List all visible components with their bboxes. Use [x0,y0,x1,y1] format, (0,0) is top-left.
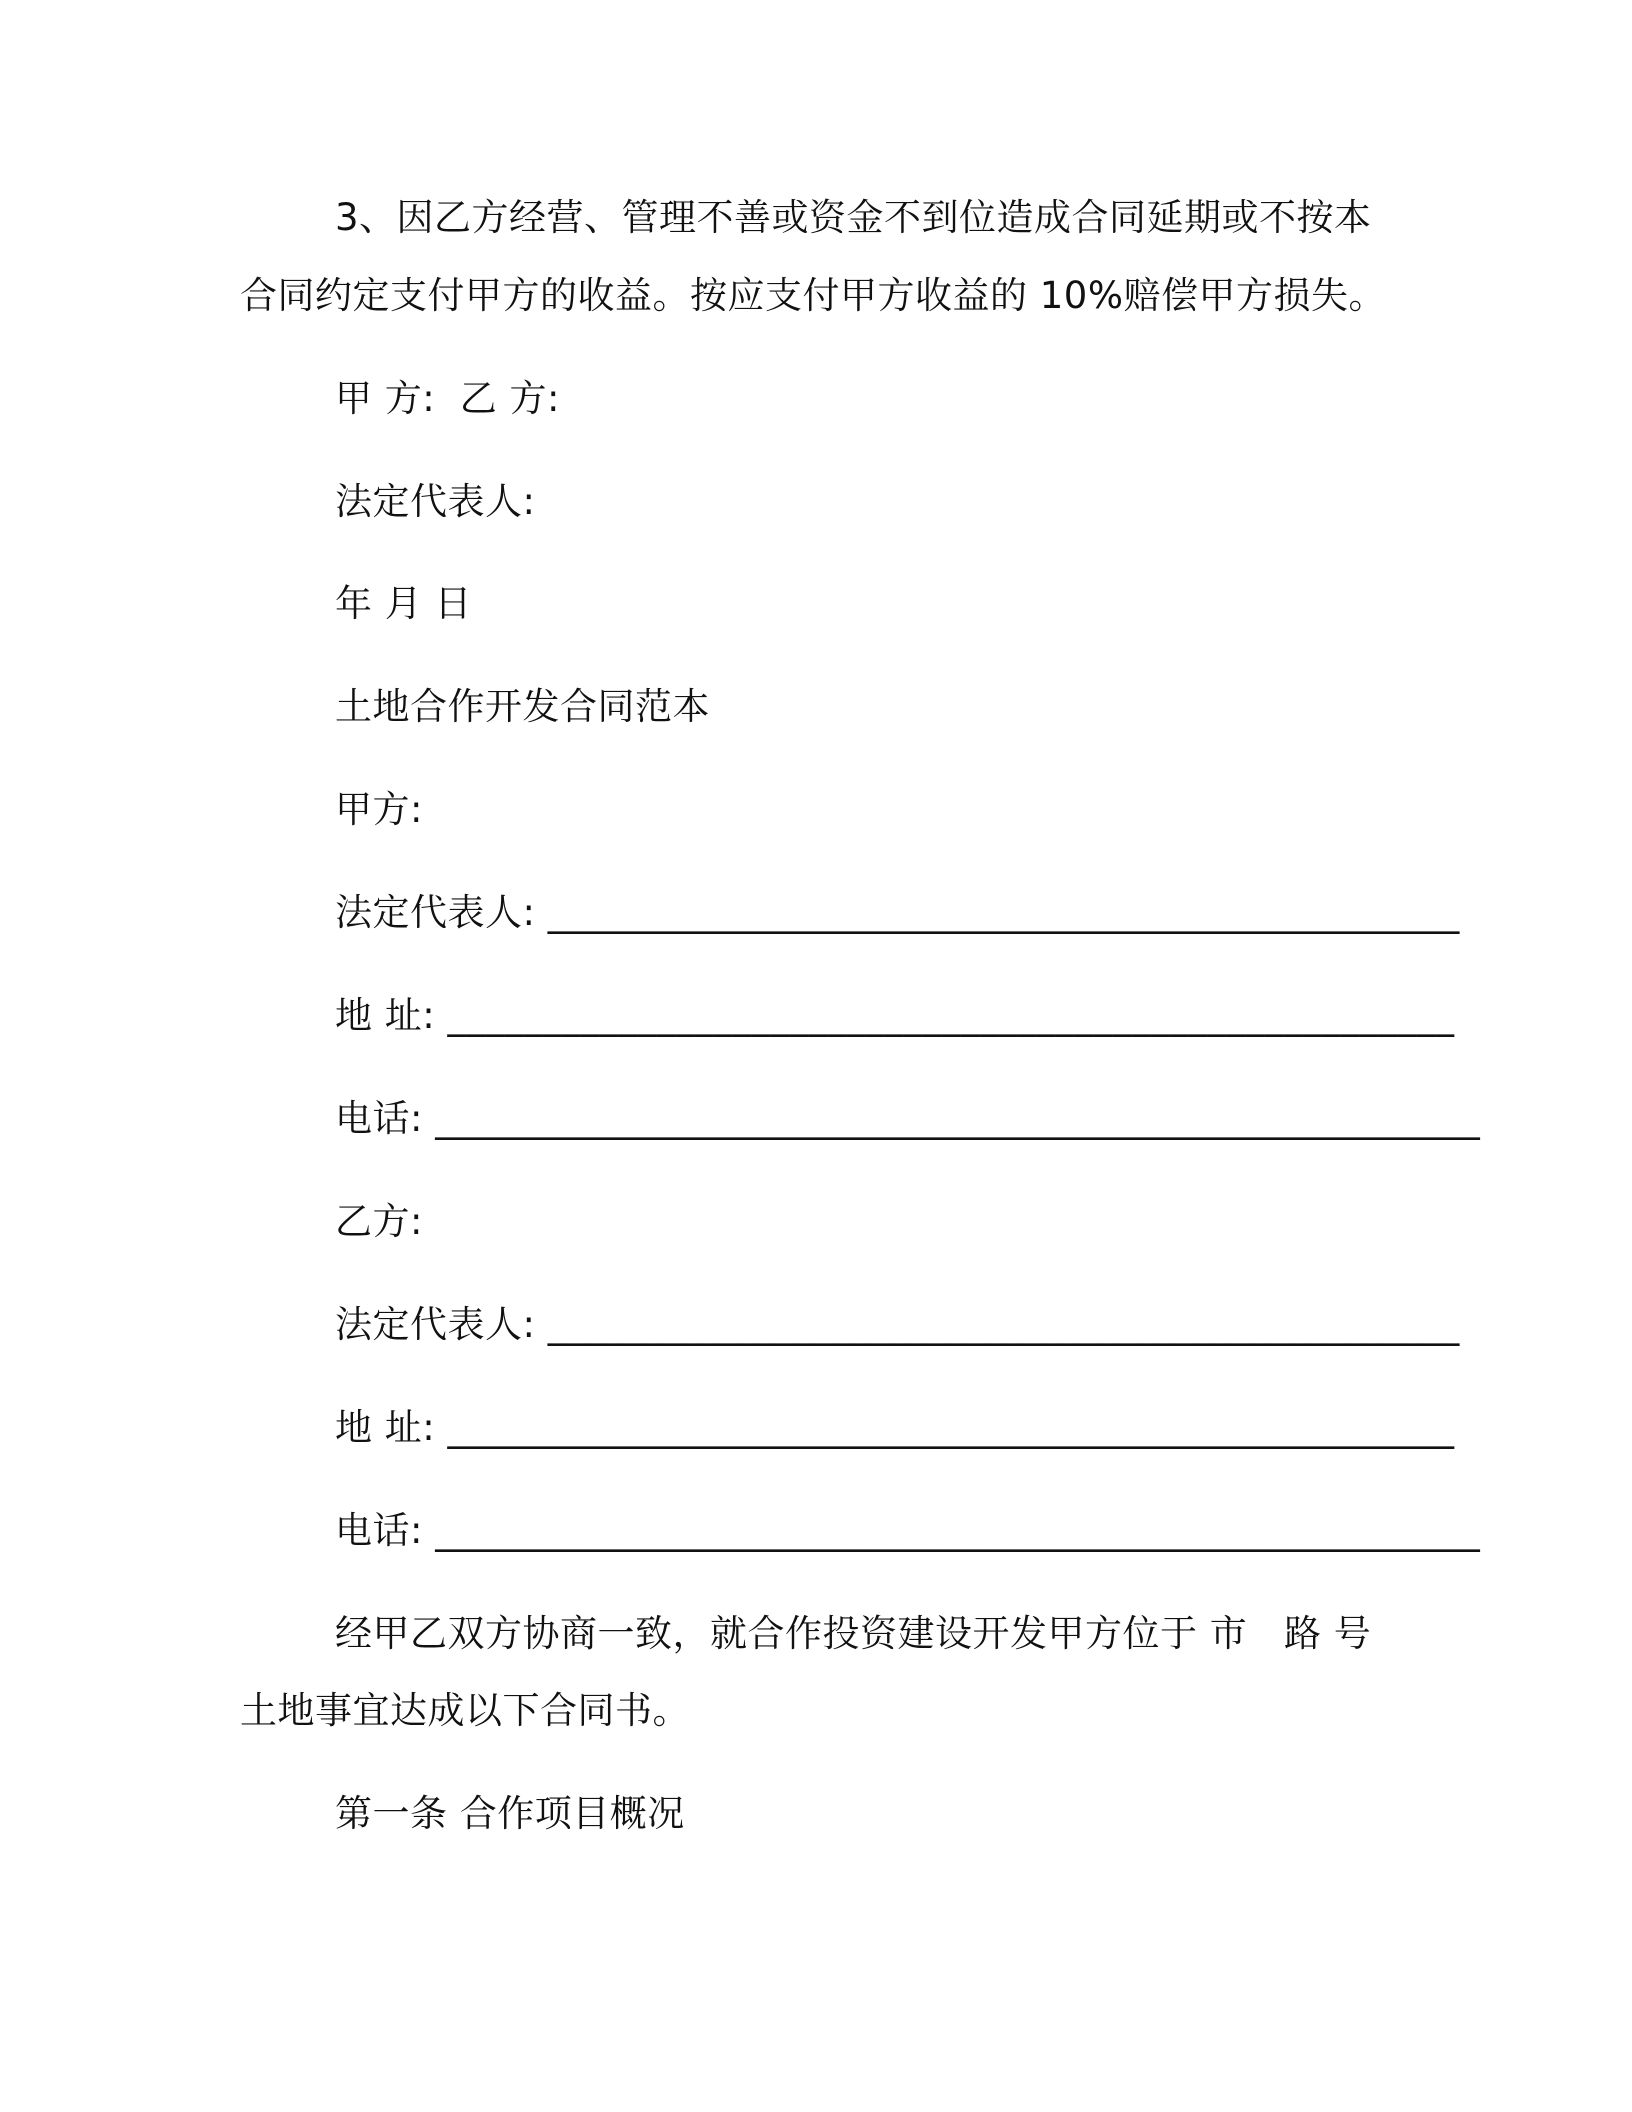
signature-date: 年 月 日 [335,582,473,625]
party-b-label: 乙方: [335,1200,423,1243]
party-b-phone-field: 电话: _______________________________________________________ [335,1509,1481,1552]
preamble-line-2: 土地事宜达成以下合同书。 [240,1689,690,1732]
signature-parties: 甲 方: 乙 方: [335,377,560,420]
article-1-heading: 第一条 合作项目概况 [335,1792,685,1835]
party-b-address-field: 地 址: _____________________________________________________ [335,1406,1455,1449]
clause-3-line-2: 合同约定支付甲方的收益。按应支付甲方收益的 10%赔偿甲方损失。 [240,274,1386,317]
signature-legal-rep: 法定代表人: [335,480,536,523]
party-a-legal-rep-field: 法定代表人: ________________________________________________ [335,891,1460,934]
contract-title: 土地合作开发合同范本 [335,685,710,728]
party-a-phone-field: 电话: _______________________________________________________ [335,1097,1481,1140]
clause-3-line-1: 3、因乙方经营、管理不善或资金不到位造成合同延期或不按本 [335,196,1372,239]
party-a-address-field: 地 址: _____________________________________________________ [335,994,1455,1037]
preamble-line-1: 经甲乙双方协商一致，就合作投资建设开发甲方位于 市 路 号 [335,1612,1372,1655]
party-b-legal-rep-field: 法定代表人: ________________________________________________ [335,1303,1460,1346]
party-a-label: 甲方: [335,788,423,831]
